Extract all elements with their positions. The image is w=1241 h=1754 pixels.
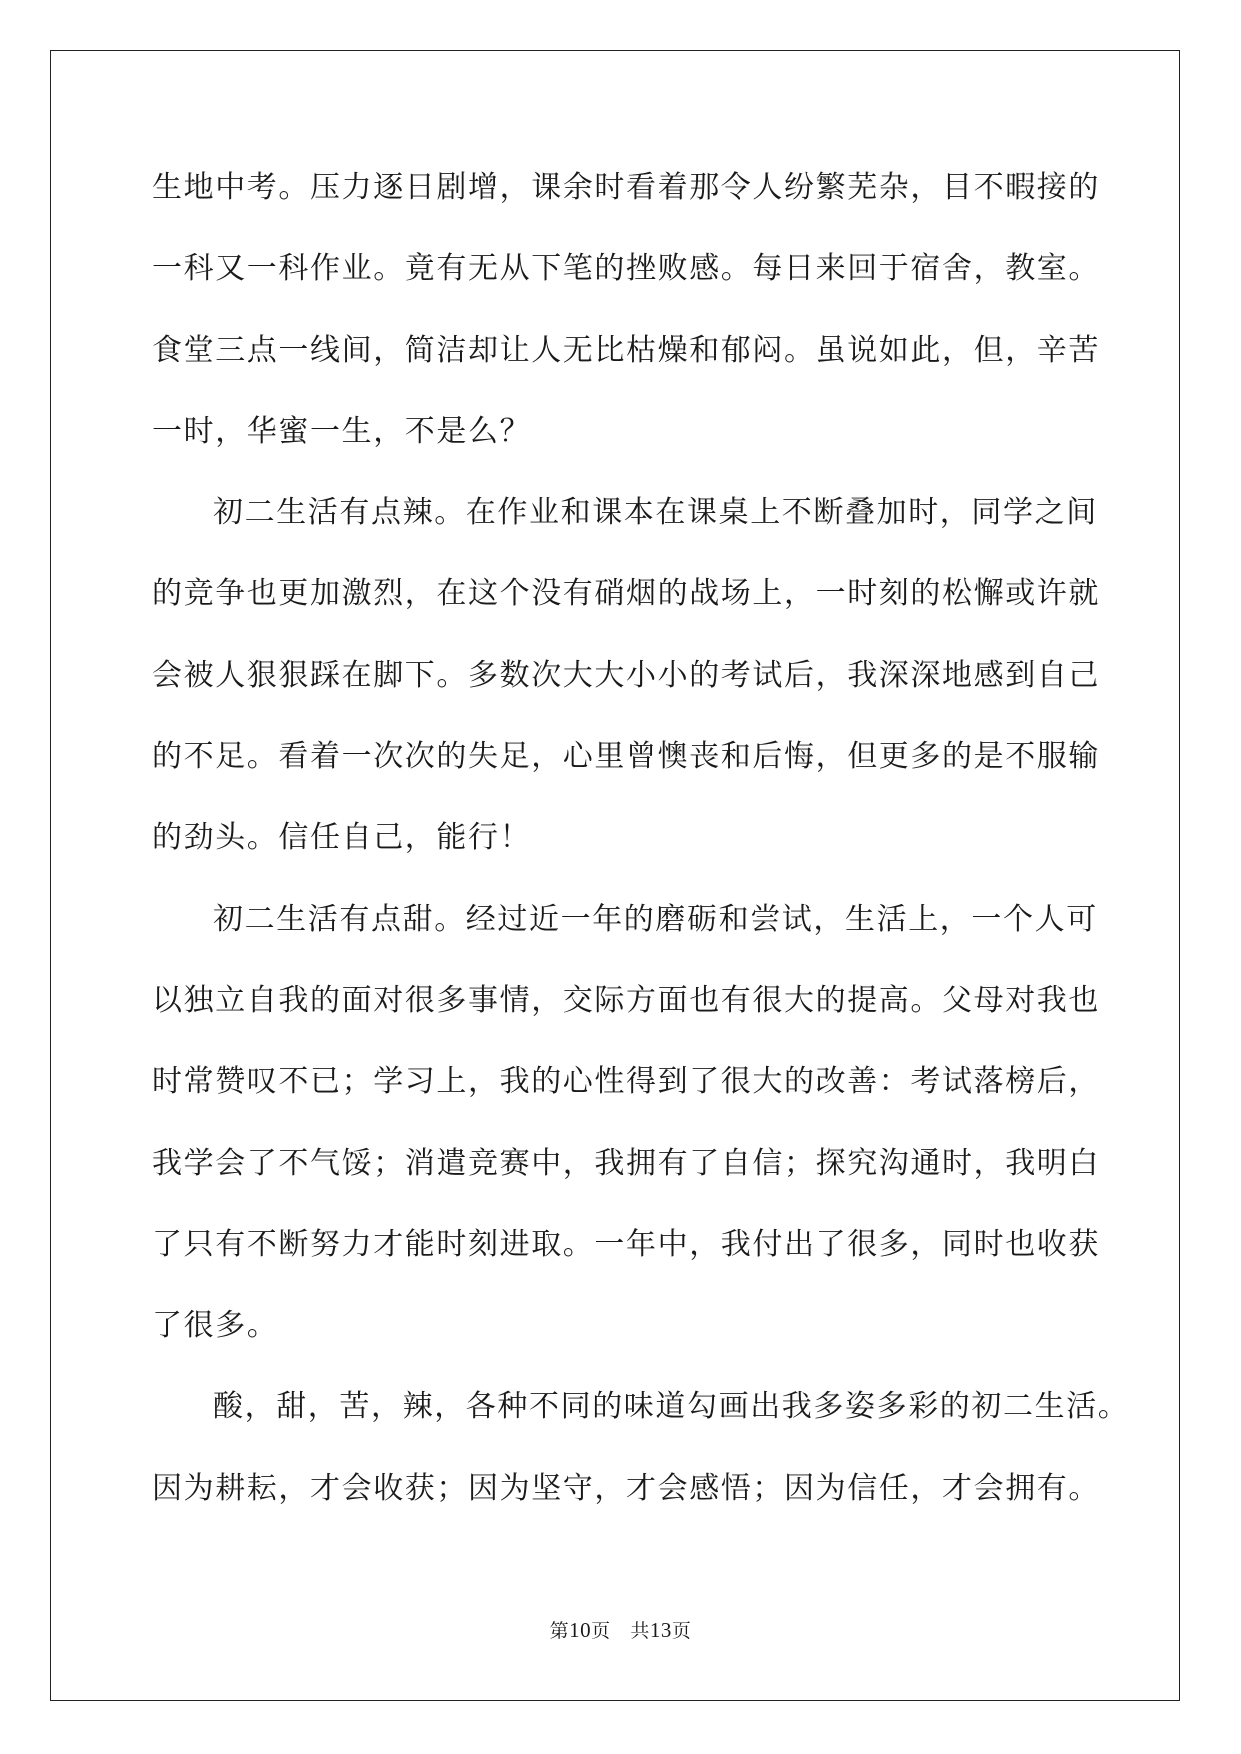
text-line: 了只有不断努力才能时刻进取。一年中，我付出了很多，同时也收获: [152, 1226, 1100, 1262]
text-line: 了很多。: [152, 1308, 279, 1344]
page-number: 10: [569, 1618, 592, 1642]
page-footer: [0, 1616, 1241, 1643]
text-line: 时常赞叹不已；学习上，我的心性得到了很大的改善：考试落榜后，: [152, 1064, 1100, 1100]
text-line: 一科又一科作业。竟有无从下笔的挫败感。每日来回于宿舍，教室。: [152, 251, 1100, 287]
text-line: 会被人狠狠踩在脚下。多数次大大小小的考试后，我深深地感到自己: [152, 657, 1100, 693]
text-line: 以独立自我的面对很多事情，交际方面也有很大的提高。父母对我也: [152, 982, 1100, 1018]
text-line: 食堂三点一线间，简洁却让人无比枯燥和郁闷。虽说如此，但，辛苦: [152, 332, 1100, 368]
text-line: 我学会了不气馁；消遣竞赛中，我拥有了自信；探究沟通时，我明白: [152, 1145, 1100, 1181]
page-prefix: 第: [549, 1620, 570, 1642]
total-prefix: 共: [630, 1620, 650, 1642]
total-pages: 13: [649, 1618, 672, 1642]
text-line: 的劲头。信任自己，能行！: [152, 820, 532, 856]
page-suffix: 页: [591, 1620, 611, 1642]
paragraph-first-line: 初二生活有点甜。经过近一年的磨砺和尝试，生活上，一个人可: [213, 901, 1098, 937]
text-line: 的不足。看着一次次的失足，心里曾懊丧和后悔，但更多的是不服输: [152, 739, 1100, 775]
text-line: 因为耕耘，才会收获；因为坚守，才会感悟；因为信任，才会拥有。: [152, 1470, 1100, 1506]
text-line: 生地中考。压力逐日剧增，课余时看着那令人纷繁芜杂，目不暇接的: [152, 170, 1100, 205]
paragraph-first-line: 酸，甜，苦，辣，各种不同的味道勾画出我多姿多彩的初二生活。: [213, 1389, 1130, 1425]
document-body: [152, 158, 1130, 1540]
total-suffix: 页: [671, 1620, 692, 1642]
text-line: 的竞争也更加激烈，在这个没有硝烟的战场上，一时刻的松懈或许就: [152, 576, 1100, 612]
paragraph-first-line: 初二生活有点辣。在作业和课本在课桌上不断叠加时，同学之间: [213, 495, 1098, 531]
text-line: 一时，华蜜一生，不是么？: [152, 413, 532, 449]
